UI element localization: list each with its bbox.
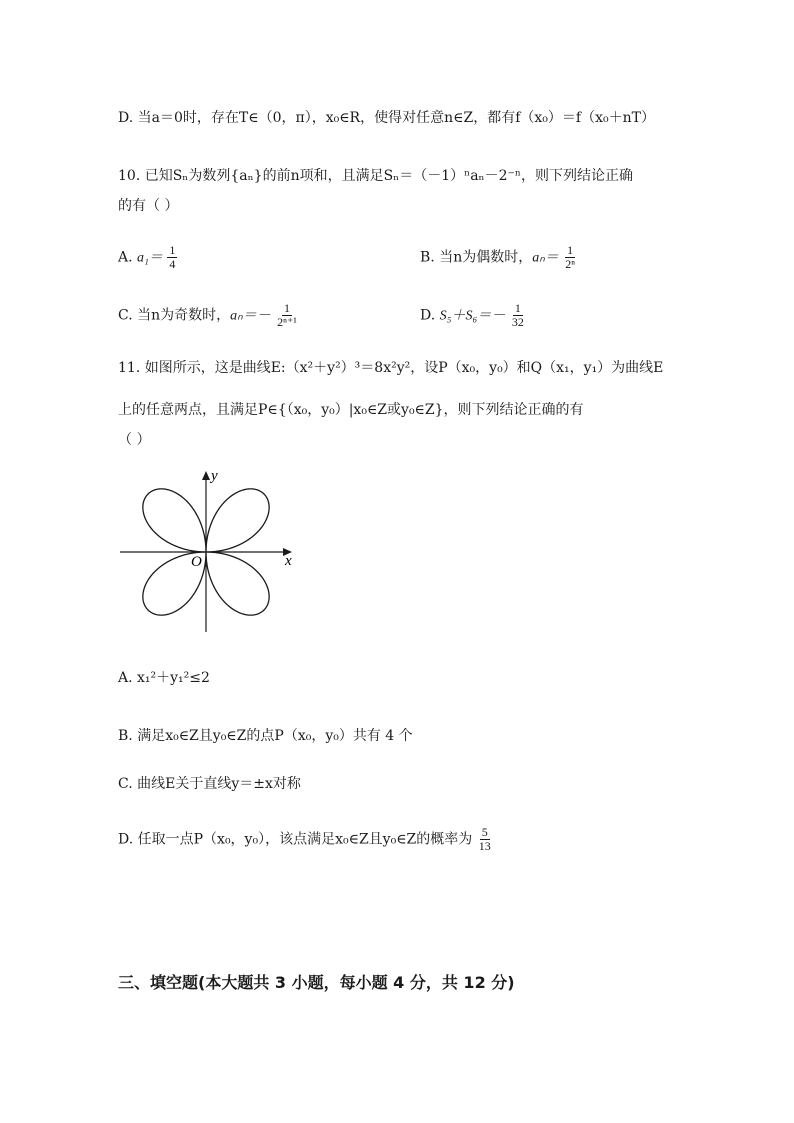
question-11-option-d: D. 任取一点P（x₀，y₀），该点满足x₀∈Z且y₀∈Z的概率为 $\frac{5}{13}$ [118, 825, 491, 853]
fraction: $\frac{1}{\text{2ⁿ}}$ [565, 243, 576, 271]
y-axis-label: y [211, 468, 218, 484]
curve-graph [118, 468, 294, 636]
y-axis-arrow-icon [202, 471, 210, 480]
option-d-question-9: D. 当a＝0时，存在T∈（0，π），x₀∈R，使得对任意n∈Z，都有f（x₀）＝f（x₀＋nT） [118, 110, 655, 126]
section-heading: 三、填空题(本大题共 3 小题，每小题 4 分，共 12 分) [118, 973, 515, 992]
fraction: $\frac{1}{\text{2ⁿ⁺¹}}$ [277, 301, 297, 329]
question-11-stem: 11. 如图所示，这是曲线E:（x²＋y²）³＝8x²y²，设P（x₀，y₀）和Q（x₁，y₁）为曲线E [118, 360, 664, 376]
question-11-answer-bracket: （ ） [118, 432, 151, 448]
four-leaf-curve-figure [118, 468, 294, 636]
question-10-option-d: D. S₅＋S₆＝－ $\frac{1}{32}$ [420, 301, 524, 329]
fraction: $\frac{5}{13}$ [478, 825, 491, 853]
question-11-option-a: A. x₁²＋y₁²≤2 [118, 670, 210, 686]
origin-label: O [191, 554, 202, 570]
question-10-option-c: C. 当n为奇数时，aₙ＝－ $\frac{1}{\text{2ⁿ⁺¹}}$ [118, 301, 297, 329]
x-axis-label: x [285, 553, 292, 569]
question-10-option-b: B. 当n为偶数时，aₙ＝ $\frac{1}{\text{2ⁿ}}$ [420, 243, 576, 271]
question-11-stem-continued: 上的任意两点，且满足P∈{（x₀，y₀）|x₀∈Z或y₀∈Z}，则下列结论正确的有 [118, 402, 584, 418]
question-11-option-b: B. 满足x₀∈Z且y₀∈Z的点P（x₀，y₀）共有 4 个 [118, 728, 413, 744]
question-11-option-c: C. 曲线E关于直线y＝±x对称 [118, 776, 301, 792]
question-10-option-a: A. a₁＝ $\frac{1}{4}$ [118, 243, 176, 271]
fraction: $\frac{1}{32}$ [511, 301, 524, 329]
fraction: $\frac{1}{4}$ [169, 243, 176, 271]
question-10-stem: 10. 已知Sₙ为数列{aₙ}的前n项和，且满足Sₙ＝（－1）ⁿaₙ－2⁻ⁿ，则下列结论正确 [118, 168, 633, 184]
question-10-stem-continued: 的有（ ） [118, 198, 179, 214]
